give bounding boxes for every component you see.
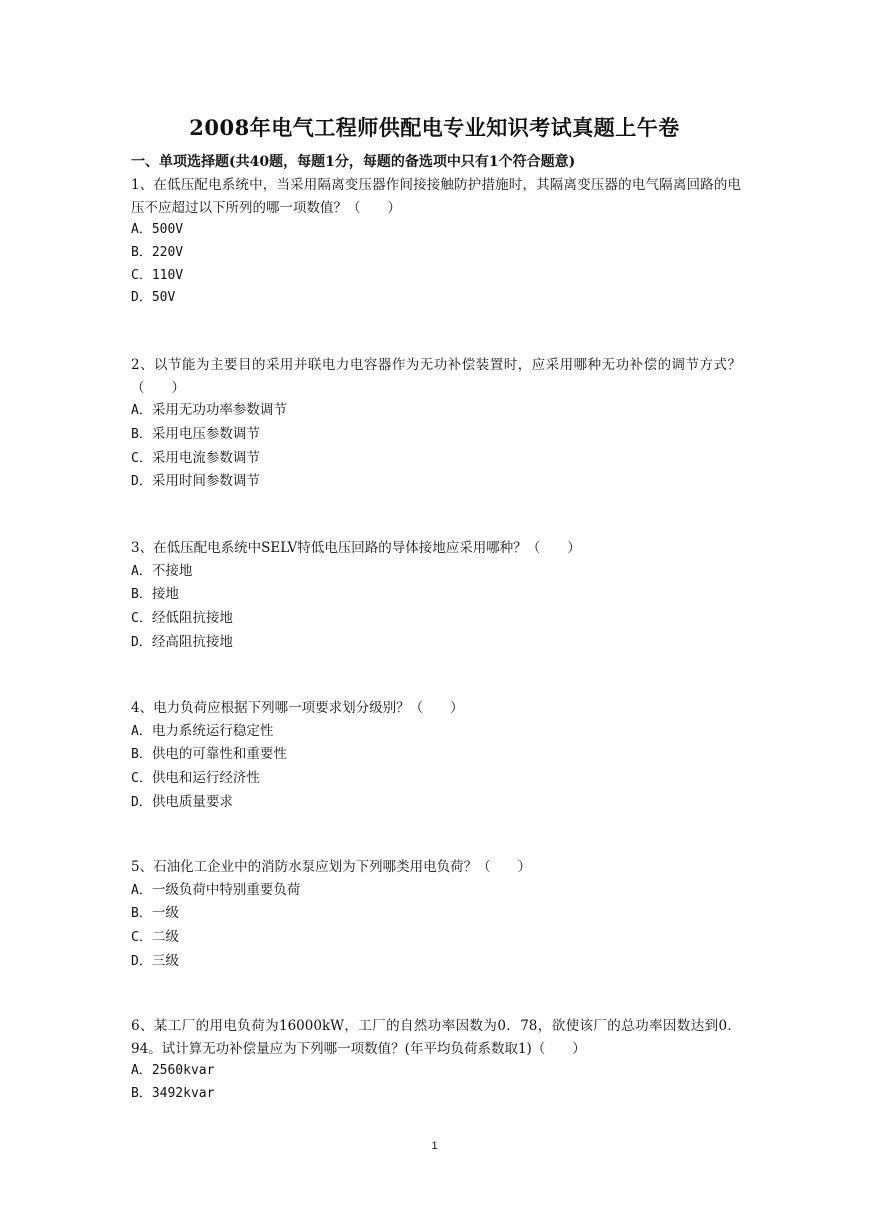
option-a <box>131 399 741 423</box>
section-heading: 一、单项选择题(共40题，每题1分，每题的备选项中只有1个符合题意) <box>131 154 576 170</box>
option-a <box>131 1060 741 1083</box>
option-b <box>131 423 741 447</box>
option-letter: A． <box>131 723 152 739</box>
option-text: 电力系统运行稳定性 <box>151 722 274 739</box>
option-d <box>131 791 741 815</box>
option-a <box>131 720 741 744</box>
question-text: 6、某工厂的用电负荷为16000kW，工厂的自然功率因数为0．78，欲使该厂的总功率因数达到0．94。试计算无功补偿量应为下列哪一项数值？(年平均负荷系数取1)（ ） <box>131 1018 741 1057</box>
option-text: 采用电流参数调节 <box>151 449 260 466</box>
option-letter: A． <box>131 222 152 237</box>
option-text: 220V <box>151 244 184 260</box>
option-letter: B． <box>131 426 152 442</box>
option-text: 一级负荷中特别重要负荷 <box>151 881 301 898</box>
option-text: 采用电压参数调节 <box>151 425 260 442</box>
question-1 <box>131 174 741 310</box>
option-letter: A． <box>131 1063 152 1078</box>
option-letter: D． <box>131 953 152 969</box>
option-list <box>131 399 741 494</box>
option-letter: C． <box>131 450 152 466</box>
option-d <box>131 287 741 310</box>
option-text: 110V <box>151 267 184 283</box>
option-c <box>131 926 741 950</box>
option-b <box>131 583 741 607</box>
question-text: 1、在低压配电系统中，当采用隔离变压器作间接接触防护措施时，其隔离变压器的电气隔离回路的电压不应超过以下所列的哪一项数值？（ ） <box>131 177 741 216</box>
option-letter: D． <box>131 290 152 306</box>
question-3 <box>131 537 741 655</box>
option-letter: D． <box>131 794 152 810</box>
option-letter: C． <box>131 930 152 946</box>
option-c <box>131 767 741 791</box>
question-text: 5、石油化工企业中的消防水泵应划为下列哪类用电负荷？（ ） <box>131 859 532 875</box>
question-2 <box>131 354 741 494</box>
document-title: 2008年电气工程师供配电专业知识考试真题上午卷 <box>189 115 680 140</box>
option-text: 经高阻抗接地 <box>151 633 233 650</box>
option-d <box>131 950 741 974</box>
option-letter: A． <box>131 403 152 418</box>
option-list <box>131 720 741 815</box>
option-letter: B． <box>131 906 152 922</box>
option-letter: B． <box>131 587 152 603</box>
option-letter: D． <box>131 634 152 650</box>
option-text: 采用无功功率参数调节 <box>151 402 287 418</box>
option-list <box>131 879 741 974</box>
option-letter: C． <box>131 267 152 283</box>
option-a <box>131 219 741 242</box>
option-list <box>131 219 741 310</box>
question-6 <box>131 1015 741 1106</box>
option-text: 供电和运行经济性 <box>151 770 260 787</box>
option-text: 供电质量要求 <box>151 793 233 810</box>
option-text: 供电的可靠性和重要性 <box>151 746 287 763</box>
option-b <box>131 1083 741 1106</box>
option-list <box>131 560 741 655</box>
option-letter: D． <box>131 474 152 490</box>
option-text: 三级 <box>151 952 179 969</box>
option-letter: B． <box>131 747 152 763</box>
question-5 <box>131 856 741 974</box>
option-text: 50V <box>151 290 176 306</box>
question-text: 3、在低压配电系统中SELV特低电压回路的导体接地应采用哪种？（ ） <box>131 540 581 556</box>
option-text: 接地 <box>151 586 179 603</box>
option-text: 二级 <box>151 929 179 946</box>
option-b <box>131 743 741 767</box>
option-list <box>131 1060 741 1106</box>
option-letter: C． <box>131 771 152 787</box>
option-text: 采用时间参数调节 <box>151 473 260 490</box>
option-text: 2560kvar <box>151 1063 215 1078</box>
option-text: 一级 <box>151 905 179 922</box>
option-letter: C． <box>131 611 152 627</box>
option-b <box>131 242 741 265</box>
question-text: 2、以节能为主要目的采用并联电力电容器作为无功补偿装置时，应采用哪种无功补偿的调节方式？（ ） <box>131 357 741 396</box>
page-number: 1 <box>431 1140 438 1152</box>
option-c <box>131 447 741 471</box>
option-text: 500V <box>151 222 184 237</box>
option-text: 经低阻抗接地 <box>151 610 233 627</box>
option-b <box>131 902 741 926</box>
option-a <box>131 560 741 584</box>
option-letter: B． <box>131 1085 152 1101</box>
option-c <box>131 265 741 288</box>
option-text: 3492kvar <box>151 1085 215 1101</box>
option-letter: B． <box>131 244 152 260</box>
option-letter: A． <box>131 563 152 579</box>
option-text: 不接地 <box>151 562 193 579</box>
option-d <box>131 470 741 494</box>
option-c <box>131 607 741 631</box>
option-d <box>131 631 741 655</box>
question-4 <box>131 697 741 815</box>
option-letter: A． <box>131 882 152 898</box>
question-text: 4、电力负荷应根据下列哪一项要求划分级别？（ ） <box>131 700 464 716</box>
option-a <box>131 879 741 903</box>
